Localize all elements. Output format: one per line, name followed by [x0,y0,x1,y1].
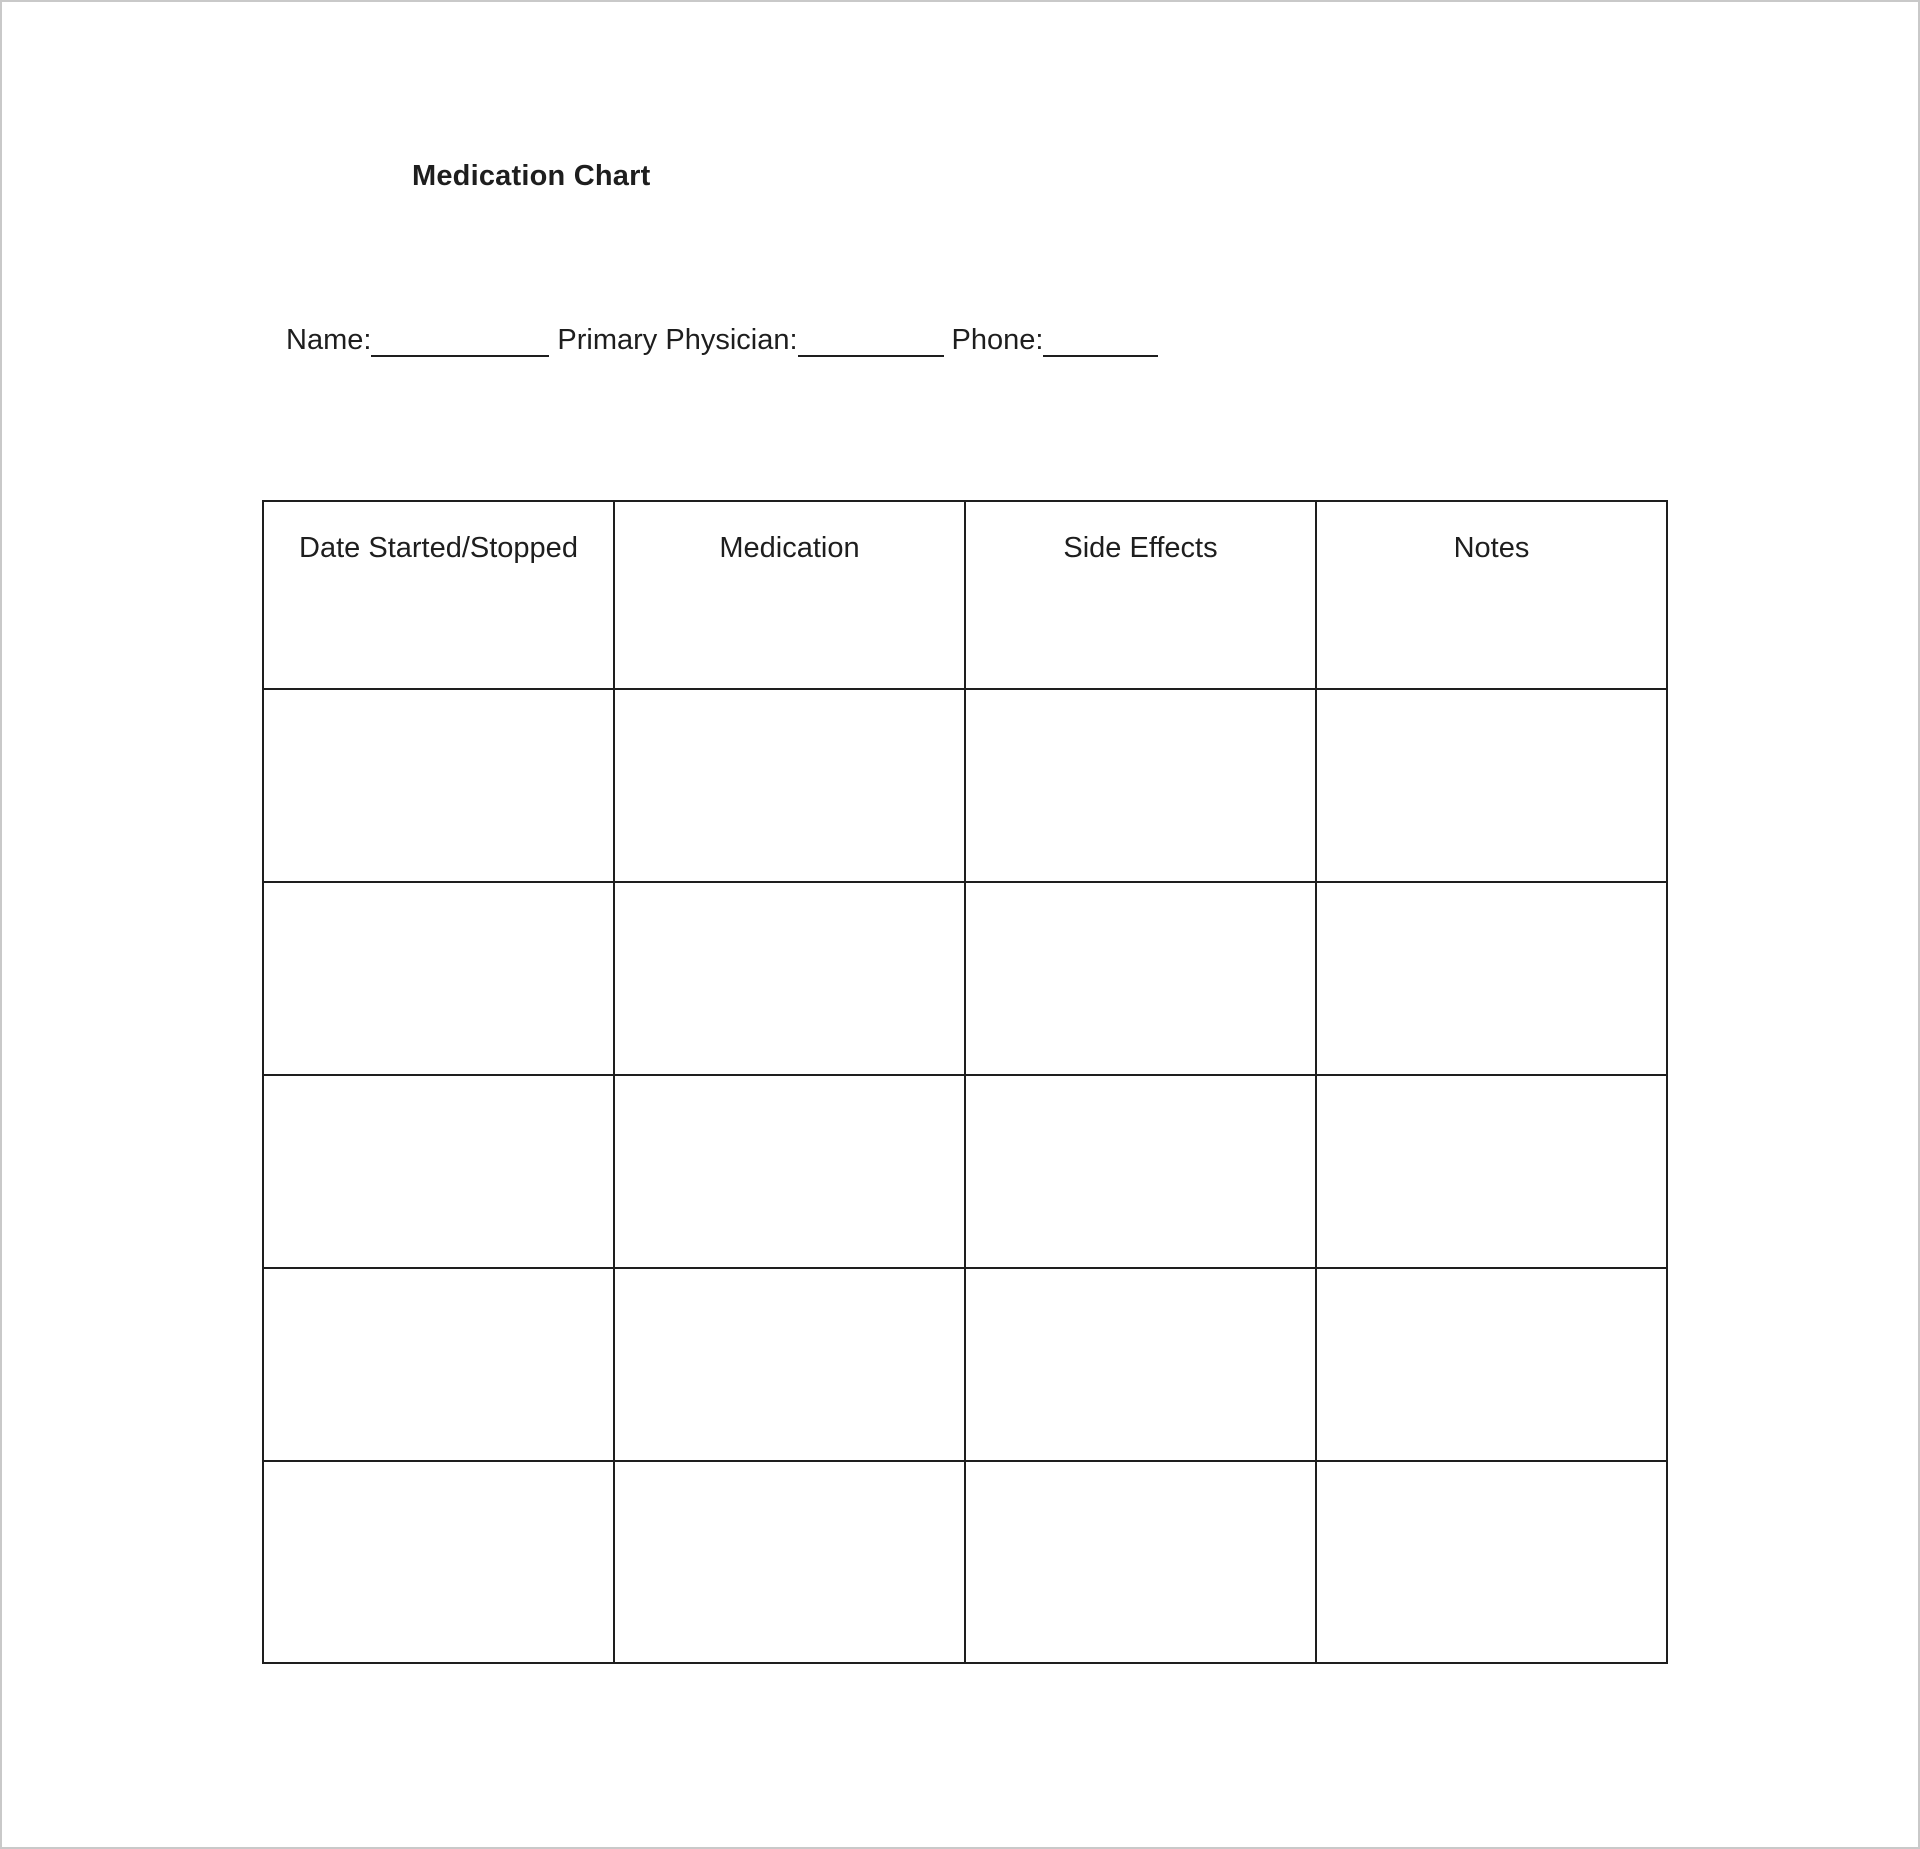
table-cell[interactable] [263,1268,614,1461]
table-cell[interactable] [263,882,614,1075]
table-cell[interactable] [965,882,1316,1075]
table-row [263,1268,1667,1461]
table-cell[interactable] [263,1461,614,1663]
table-cell[interactable] [1316,1268,1667,1461]
table-row [263,1075,1667,1268]
medication-table [262,500,1668,1664]
patient-info-line [286,324,1166,357]
table-cell[interactable] [965,689,1316,882]
table-cell[interactable] [965,1268,1316,1461]
primary-physician-blank-field[interactable] [798,325,944,357]
header-notes: Notes [1316,501,1667,689]
table-cell[interactable] [614,1075,965,1268]
table-row [263,689,1667,882]
table-cell[interactable] [614,1461,965,1663]
table-cell[interactable] [614,882,965,1075]
document-title: Medication Chart [412,160,651,192]
table-row [263,882,1667,1075]
primary-physician-label: Primary Physician: [557,324,798,356]
table-cell[interactable] [1316,1075,1667,1268]
table-cell[interactable] [263,1075,614,1268]
table-cell[interactable] [614,1268,965,1461]
header-side-effects: Side Effects [965,501,1316,689]
table-cell[interactable] [965,1461,1316,1663]
name-label: Name: [286,324,372,356]
header-medication: Medication [614,501,965,689]
table-cell[interactable] [1316,882,1667,1075]
name-blank-field[interactable] [371,325,549,357]
table-cell[interactable] [965,1075,1316,1268]
table-header-row [263,501,1667,689]
table-cell[interactable] [1316,689,1667,882]
table-row [263,1461,1667,1663]
header-date-started-stopped: Date Started/Stopped [263,501,614,689]
table-cell[interactable] [1316,1461,1667,1663]
phone-label: Phone: [951,324,1044,356]
table-cell[interactable] [263,689,614,882]
table-cell[interactable] [614,689,965,882]
phone-blank-field[interactable] [1043,325,1158,357]
